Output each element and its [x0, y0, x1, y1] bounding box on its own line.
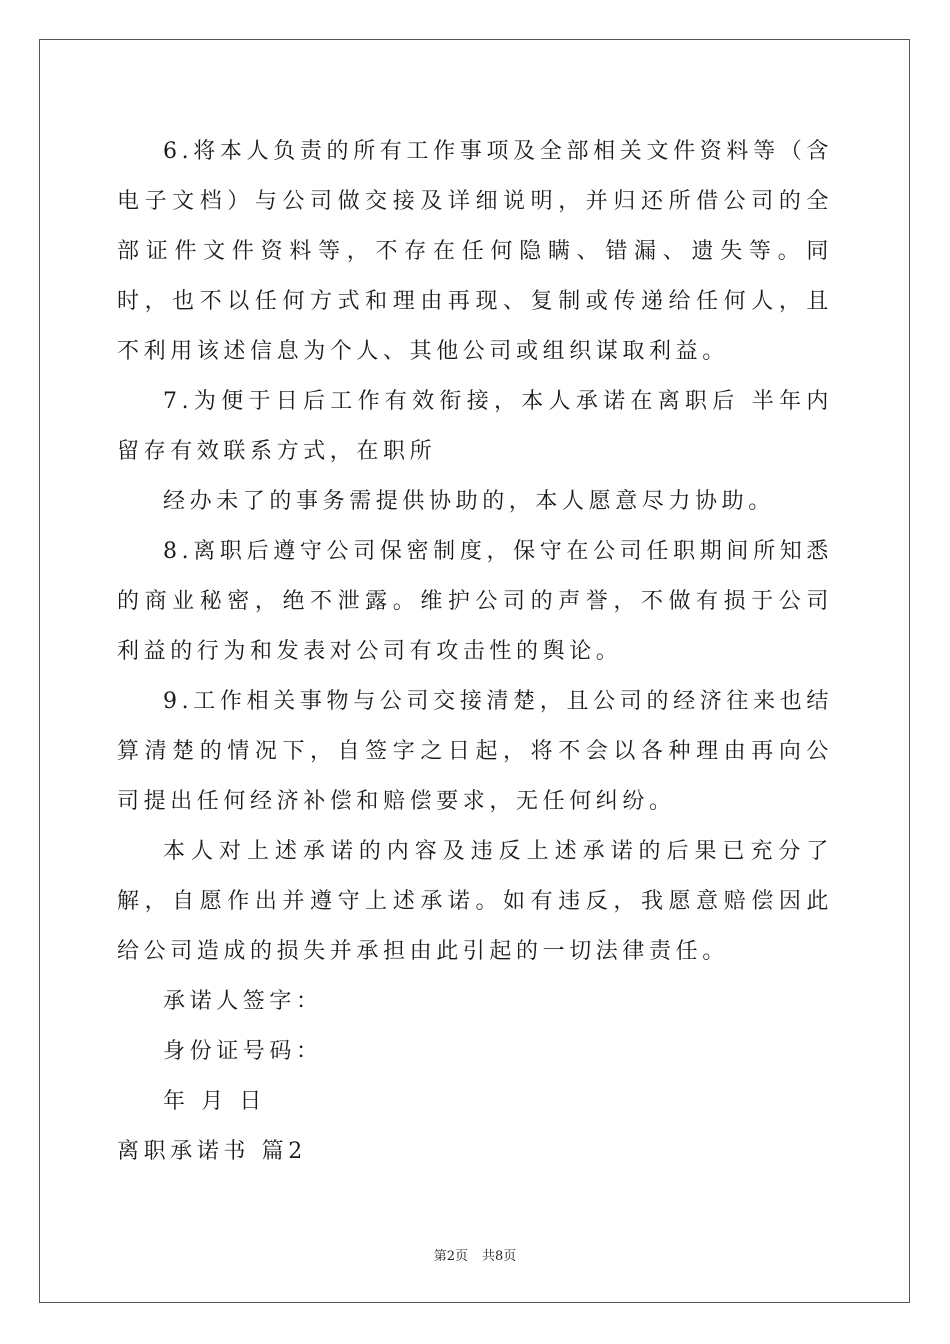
paragraph-item-8: 8.离职后遵守公司保密制度，保守在公司任职期间所知悉的商业秘密，绝不泄露。维护公司的声誉，不做有损于公司利益的行为和发表对公司有攻击性的舆论。 — [117, 539, 833, 664]
signature-line: 承诺人签字： — [163, 989, 323, 1014]
id-number-line: 身份证号码： — [163, 1039, 323, 1064]
paragraph-item-6: 6.将本人负责的所有工作事项及全部相关文件资料等（含电子文档）与公司做交接及详细说明，并归还所借公司的全部证件文件资料等，不存在任何隐瞒、错漏、遗失等。同时，也不以任何方式和理由再现、复制或传递给任何人，且不利用该述信息为个人、其他公司或组织谋取利益。 — [117, 139, 833, 364]
document-body — [117, 127, 833, 1177]
paragraph-item-7: 7.为便于日后工作有效衔接，本人承诺在离职后 半年内 留存有效联系方式，在职所 — [117, 389, 833, 464]
paragraph-declaration: 本人对上述承诺的内容及违反上述承诺的后果已充分了解，自愿作出并遵守上述承诺。如有违反，我愿意赔偿因此给公司造成的损失并承担由此引起的一切法律责任。 — [117, 839, 833, 964]
section-heading: 离职承诺书 篇2 — [117, 1139, 307, 1164]
date-line: 年 月 日 — [163, 1089, 266, 1114]
page-total: 共8页 — [482, 1249, 517, 1264]
paragraph-item-7-continued: 经办未了的事务需提供协助的，本人愿意尽力协助。 — [163, 489, 775, 514]
page-number: 第2页 — [433, 1249, 468, 1264]
paragraph-item-9: 9.工作相关事物与公司交接清楚，且公司的经济往来也结算清楚的情况下，自签字之日起，将不会以各种理由再向公司提出任何经济补偿和赔偿要求，无任何纠纷。 — [117, 689, 833, 814]
page-footer — [0, 1245, 950, 1264]
